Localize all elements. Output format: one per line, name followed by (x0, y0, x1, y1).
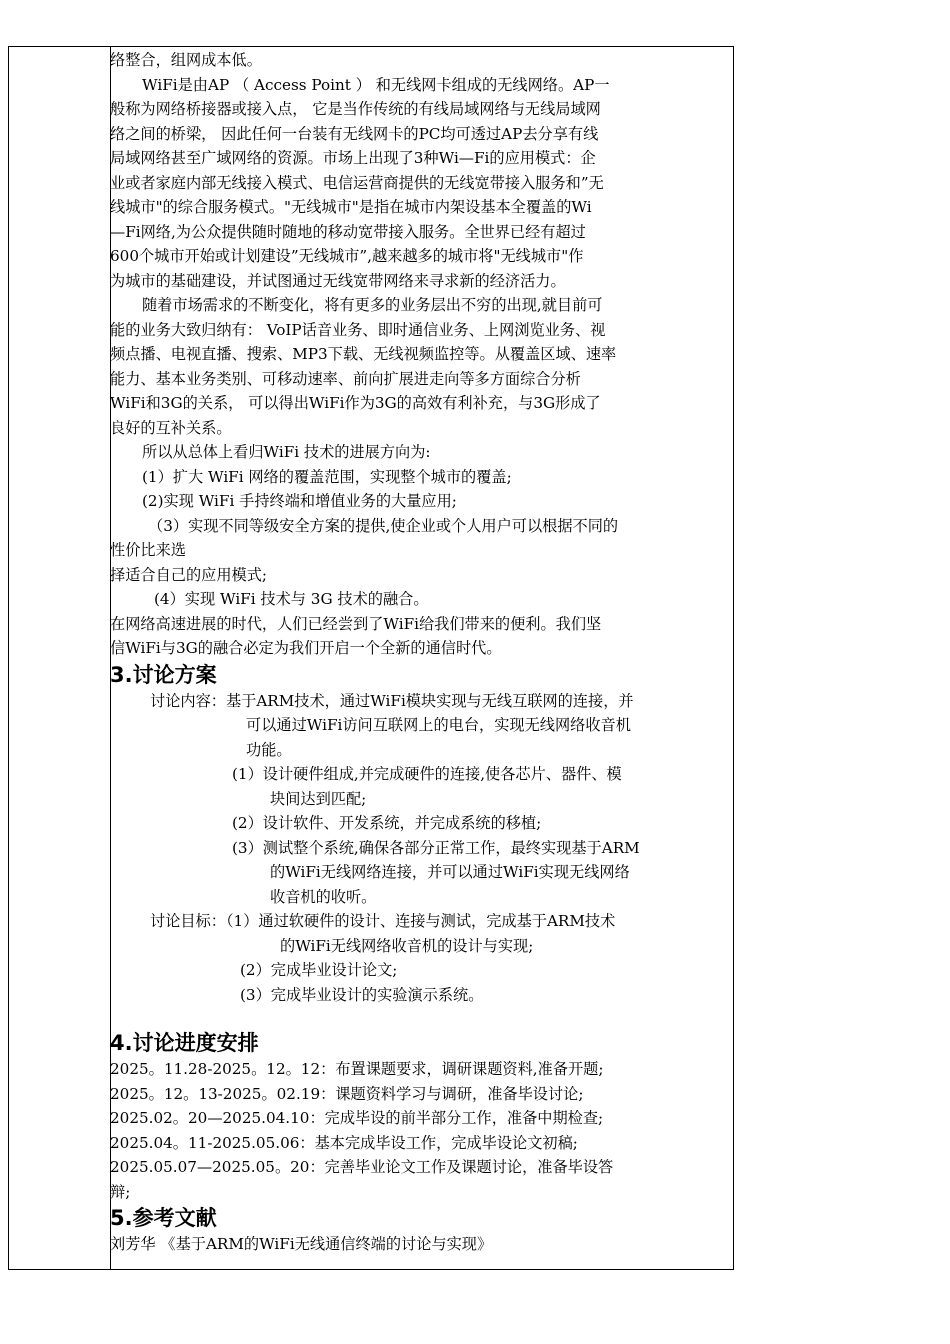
text-line: (3）完成毕业设计的实验演示系统。 (240, 985, 484, 1004)
text-line: 2025.04。11-2025.05.06：基本完成毕设工作，完成毕设论文初稿; (110, 1133, 578, 1152)
text-line: 刘芳华 《基于ARM的WiFi无线通信终端的讨论与实现》 (110, 1235, 493, 1253)
left-label-column (9, 47, 111, 1269)
text-line: 络整合，组网成本低。 (110, 51, 262, 69)
text-line: 般称为网络桥接器或接入点， 它是当作传统的有线局域网络与无线局域网 (110, 100, 601, 118)
document-body (110, 48, 726, 1257)
text-line: 收音机的收听。 (270, 887, 377, 906)
text-line: （3）实现不同等级安全方案的提供,使企业或个人用户可以根据不同的 (148, 516, 619, 535)
text-line: 所以从总体上看归WiFi 技术的进展方向为: (142, 443, 431, 461)
text-line: 功能。 (246, 740, 292, 759)
text-line: (1）设计硬件组成,并完成硬件的连接,使各芯片、器件、模 (232, 765, 622, 783)
text-line: (2）完成毕业设计论文; (240, 961, 398, 979)
section-heading: 4.讨论进度安排 (110, 1031, 259, 1055)
text-line: 能的业务大致归纳有： VoIP话音业务、即时通信业务、上网浏览业务、视 (110, 320, 606, 339)
text-line: 讨论目标：（1）通过软硬件的设计、连接与测试，完成基于ARM技术 (150, 912, 616, 930)
text-line: 络之间的桥梁， 因此任何一台装有无线网卡的PC均可透过AP去分享有线 (110, 124, 599, 143)
text-line: 良好的互补关系。 (110, 418, 232, 437)
text-line: 择适合自己的应用模式; (110, 565, 267, 584)
text-line: 2025.05.07—2025.05。20：完善毕业论文工作及课题讨论，准备毕设答 (110, 1158, 614, 1176)
text-line: 在网络高速进展的时代，人们已经尝到了WiFi给我们带来的便利。我们坚 (110, 614, 602, 633)
text-line: 频点播、电视直播、搜索、MP3下载、无线视频监控等。从覆盖区域、速率 (110, 345, 617, 363)
text-line: 块间达到匹配; (270, 789, 367, 808)
text-line: 能力、基本业务类别、可移动速率、前向扩展进走向等多方面综合分析 (110, 369, 581, 388)
text-line: 2025。12。13-2025。02.19：课题资料学习与调研，准备毕设讨论; (110, 1084, 584, 1103)
text-line: 讨论内容：基于ARM技术，通过WiFi模块实现与无线互联网的连接，并 (150, 691, 634, 710)
text-line: (3）测试整个系统,确保各部分正常工作，最终实现基于ARM (232, 838, 640, 857)
spacer (110, 1007, 726, 1029)
text-line: —Fi网络,为公众提供随时随地的移动宽带接入服务。全世界已经有超过 (110, 222, 586, 241)
text-line: (4）实现 WiFi 技术与 3G 技术的融合。 (154, 590, 429, 608)
text-line: WiFi和3G的关系， 可以得出WiFi作为3G的高效有利补充，与3G形成了 (110, 394, 601, 412)
text-line: 600个城市开始或计划建设”无线城市”,越来越多的城市将"无线城市"作 (110, 247, 584, 265)
text-line: 2025。11.28-2025。12。12：布置课题要求，调研课题资料,准备开题; (110, 1060, 604, 1078)
text-line: 线城市"的综合服务模式。"无线城市"是指在城市内架设基本全覆盖的Wi (110, 198, 592, 216)
text-line: WiFi是由AP （ Access Point ） 和无线网卡组成的无线网络。AP一 (142, 75, 610, 94)
text-line: 可以通过WiFi访问互联网上的电台，实现无线网络收音机 (246, 716, 631, 734)
text-line: 业或者家庭内部无线接入模式、电信运营商提供的无线宽带接入服务和”无 (110, 173, 604, 192)
text-line: 的WiFi无线网络连接，并可以通过WiFi实现无线网络 (270, 863, 630, 881)
text-line: 局域网络甚至广域网络的资源。市场上出现了3种Wi—Fi的应用模式：企 (110, 149, 596, 167)
text-line: 辩; (110, 1182, 131, 1201)
section-heading: 5.参考文献 (110, 1206, 217, 1230)
text-line: 性价比来选 (110, 541, 186, 559)
text-line: 信WiFi与3G的融合必定为我们开启一个全新的通信时代。 (110, 639, 502, 657)
text-line: 为城市的基础建设，并试图通过无线宽带网络来寻求新的经济活力。 (110, 271, 566, 290)
text-line: (1）扩大 WiFi 网络的覆盖范围，实现整个城市的覆盖; (142, 467, 512, 486)
text-line: 2025.02。20—2025.04.10：完成毕设的前半部分工作，准备中期检查; (110, 1109, 604, 1127)
text-line: (2）设计软件、开发系统，并完成系统的移植; (232, 814, 542, 832)
text-line: 随着市场需求的不断变化，将有更多的业务层出不穷的出现,就目前可 (142, 296, 603, 314)
text-line: (2)实现 WiFi 手持终端和增值业务的大量应用; (142, 492, 457, 510)
text-line: 的WiFi无线网络收音机的设计与实现; (280, 936, 534, 955)
section-heading: 3.讨论方案 (110, 662, 217, 687)
